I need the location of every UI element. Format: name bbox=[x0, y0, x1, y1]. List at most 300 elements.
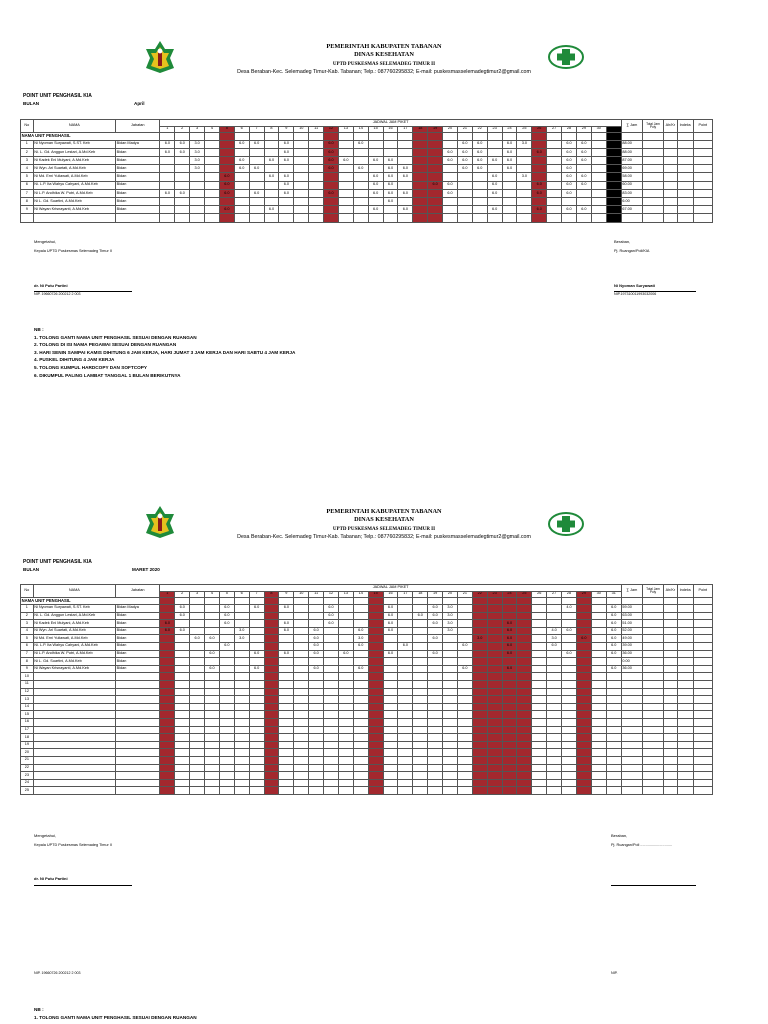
day-cell bbox=[457, 749, 472, 757]
day-cell: 6.0 bbox=[532, 181, 547, 189]
day-cell bbox=[413, 696, 428, 704]
day-cell bbox=[383, 787, 398, 795]
day-cell bbox=[309, 703, 324, 711]
sign-place: Beraban, bbox=[611, 833, 628, 838]
day-cell bbox=[443, 756, 458, 764]
day-cell bbox=[562, 749, 577, 757]
day-cell bbox=[368, 612, 383, 620]
day-cell bbox=[368, 665, 383, 673]
col-abk-header: Ah/Kr bbox=[664, 585, 678, 598]
day-cell bbox=[472, 650, 487, 658]
row-number: 6 bbox=[21, 643, 34, 651]
day-cell bbox=[205, 711, 220, 719]
summary-cell bbox=[677, 749, 693, 757]
day-header: 12 bbox=[324, 591, 339, 597]
day-cell bbox=[398, 719, 413, 727]
day-header: 7 bbox=[249, 126, 264, 132]
day-cell bbox=[368, 620, 383, 628]
staff-position bbox=[116, 673, 160, 681]
day-cell bbox=[443, 597, 458, 605]
day-cell bbox=[309, 673, 324, 681]
day-cell: 6.0 bbox=[264, 157, 279, 165]
day-cell bbox=[443, 650, 458, 658]
day-cell bbox=[205, 726, 220, 734]
day-cell bbox=[338, 635, 353, 643]
day-cell bbox=[413, 627, 428, 635]
day-header: 10 bbox=[294, 591, 309, 597]
day-cell bbox=[517, 734, 532, 742]
row-number: 19 bbox=[21, 741, 34, 749]
day-cell: 6.0 bbox=[279, 181, 294, 189]
day-cell: 6.0 bbox=[383, 627, 398, 635]
table-row-empty bbox=[21, 779, 713, 787]
day-cell bbox=[591, 673, 606, 681]
day-cell bbox=[606, 703, 621, 711]
staff-position: Bidan bbox=[116, 206, 160, 214]
summary-cell bbox=[693, 627, 712, 635]
summary-cell bbox=[677, 627, 693, 635]
day-cell bbox=[205, 719, 220, 727]
table-row bbox=[21, 643, 713, 651]
summary-cell bbox=[642, 696, 663, 704]
day-cell bbox=[309, 696, 324, 704]
day-cell bbox=[532, 620, 547, 628]
day-cell bbox=[160, 658, 175, 666]
staff-position: Bidan bbox=[116, 165, 160, 173]
day-cell: 6.0 bbox=[160, 140, 175, 148]
day-cell bbox=[562, 681, 577, 689]
day-cell bbox=[264, 612, 279, 620]
day-cell bbox=[472, 749, 487, 757]
day-cell bbox=[234, 643, 249, 651]
day-cell bbox=[487, 627, 502, 635]
day-cell: 6.0 bbox=[562, 165, 577, 173]
day-cell bbox=[368, 734, 383, 742]
staff-position: Bidan bbox=[116, 173, 160, 181]
day-cell bbox=[324, 597, 339, 605]
summary-cell bbox=[677, 681, 693, 689]
day-cell bbox=[457, 703, 472, 711]
table-row bbox=[21, 612, 713, 620]
day-cell bbox=[294, 665, 309, 673]
day-cell bbox=[562, 673, 577, 681]
day-cell: 3.0 bbox=[472, 635, 487, 643]
day-cell bbox=[606, 779, 621, 787]
day-cell bbox=[576, 627, 591, 635]
day-cell bbox=[190, 764, 205, 772]
day-cell bbox=[219, 650, 234, 658]
summary-cell bbox=[693, 756, 712, 764]
day-cell: 6.0 bbox=[205, 650, 220, 658]
day-cell bbox=[309, 787, 324, 795]
day-header: 28 bbox=[562, 126, 577, 132]
day-cell bbox=[175, 696, 190, 704]
day-cell bbox=[383, 749, 398, 757]
day-cell bbox=[413, 597, 428, 605]
day-cell bbox=[353, 711, 368, 719]
day-cell bbox=[591, 749, 606, 757]
day-cell bbox=[353, 734, 368, 742]
day-cell bbox=[324, 711, 339, 719]
row-number: 14 bbox=[21, 703, 34, 711]
day-cell bbox=[249, 741, 264, 749]
day-cell: 6.0 bbox=[338, 650, 353, 658]
day-cell bbox=[547, 696, 562, 704]
day-cell bbox=[591, 627, 606, 635]
day-cell bbox=[234, 673, 249, 681]
day-cell bbox=[562, 772, 577, 780]
day-cell: 6.0 bbox=[160, 148, 175, 156]
day-cell bbox=[457, 756, 472, 764]
day-cell bbox=[160, 612, 175, 620]
day-cell bbox=[443, 726, 458, 734]
day-cell bbox=[353, 726, 368, 734]
day-cell: 6.0 bbox=[324, 140, 339, 148]
day-cell bbox=[457, 673, 472, 681]
day-cell: 6.0 bbox=[219, 206, 234, 214]
day-cell bbox=[219, 665, 234, 673]
table-row bbox=[21, 650, 713, 658]
day-cell bbox=[338, 711, 353, 719]
summary-cell bbox=[664, 635, 678, 643]
summary-cell bbox=[621, 726, 642, 734]
day-cell bbox=[532, 612, 547, 620]
day-cell bbox=[175, 787, 190, 795]
summary-cell bbox=[677, 696, 693, 704]
summary-cell bbox=[677, 772, 693, 780]
day-cell bbox=[398, 741, 413, 749]
day-cell bbox=[190, 612, 205, 620]
day-cell bbox=[279, 681, 294, 689]
summary-cell bbox=[693, 772, 712, 780]
day-header: 16 bbox=[383, 591, 398, 597]
day-cell bbox=[324, 665, 339, 673]
day-cell bbox=[219, 772, 234, 780]
day-cell bbox=[338, 787, 353, 795]
staff-position: Bidan bbox=[116, 157, 160, 165]
day-cell bbox=[160, 688, 175, 696]
day-cell bbox=[338, 756, 353, 764]
day-cell bbox=[606, 658, 621, 666]
day-cell bbox=[576, 620, 591, 628]
day-cell bbox=[502, 681, 517, 689]
day-cell bbox=[279, 719, 294, 727]
summary-cell bbox=[677, 635, 693, 643]
day-cell bbox=[562, 726, 577, 734]
col-index-header: Indeks bbox=[677, 585, 693, 598]
day-header: 2 bbox=[175, 591, 190, 597]
day-cell bbox=[517, 726, 532, 734]
day-cell bbox=[428, 703, 443, 711]
day-cell bbox=[502, 673, 517, 681]
day-cell bbox=[294, 749, 309, 757]
day-cell: 6.0 bbox=[562, 189, 577, 197]
day-cell bbox=[591, 597, 606, 605]
day-cell bbox=[368, 627, 383, 635]
day-cell bbox=[576, 779, 591, 787]
day-cell bbox=[502, 756, 517, 764]
hours-sum: 88.00 bbox=[621, 148, 642, 156]
day-cell bbox=[472, 711, 487, 719]
row-number: 12 bbox=[21, 688, 34, 696]
day-cell bbox=[398, 764, 413, 772]
day-cell bbox=[562, 779, 577, 787]
day-header: 21 bbox=[457, 591, 472, 597]
day-cell bbox=[338, 719, 353, 727]
day-cell bbox=[457, 605, 472, 613]
day-cell bbox=[175, 756, 190, 764]
row-number: 7 bbox=[21, 650, 34, 658]
day-cell: 6.0 bbox=[443, 189, 458, 197]
day-cell bbox=[279, 597, 294, 605]
day-cell bbox=[398, 665, 413, 673]
day-cell: 6.0 bbox=[502, 627, 517, 635]
day-cell bbox=[383, 658, 398, 666]
day-cell bbox=[517, 612, 532, 620]
table-row-empty bbox=[21, 772, 713, 780]
col-no-header: No bbox=[21, 585, 34, 598]
row-number: 16 bbox=[21, 719, 34, 727]
day-cell bbox=[279, 703, 294, 711]
day-cell: 6.0 bbox=[502, 650, 517, 658]
day-cell bbox=[205, 734, 220, 742]
day-cell bbox=[338, 703, 353, 711]
day-cell bbox=[532, 749, 547, 757]
day-cell bbox=[279, 764, 294, 772]
day-cell: 6.0 bbox=[606, 189, 621, 197]
day-cell bbox=[294, 643, 309, 651]
day-cell: 6.0 bbox=[502, 140, 517, 148]
day-cell: 3.0 bbox=[234, 635, 249, 643]
row-number: 23 bbox=[21, 772, 34, 780]
day-cell bbox=[160, 734, 175, 742]
hours-sum: 51.00 bbox=[621, 620, 642, 628]
day-cell bbox=[398, 681, 413, 689]
day-header: 31 bbox=[606, 126, 621, 132]
day-cell bbox=[428, 673, 443, 681]
day-cell bbox=[279, 635, 294, 643]
day-cell bbox=[532, 643, 547, 651]
col-position-header: Jabatan bbox=[116, 120, 160, 133]
day-cell bbox=[398, 605, 413, 613]
day-cell bbox=[249, 688, 264, 696]
day-cell: 6.0 bbox=[309, 643, 324, 651]
day-cell bbox=[324, 696, 339, 704]
row-number: 9 bbox=[21, 665, 34, 673]
summary-cell bbox=[642, 734, 663, 742]
day-cell bbox=[547, 605, 562, 613]
day-cell bbox=[338, 741, 353, 749]
day-cell bbox=[502, 734, 517, 742]
day-cell bbox=[576, 673, 591, 681]
day-cell bbox=[606, 772, 621, 780]
day-cell bbox=[160, 741, 175, 749]
summary-cell bbox=[693, 620, 712, 628]
summary-cell bbox=[693, 658, 712, 666]
staff-position: Bidan bbox=[116, 650, 160, 658]
day-cell bbox=[160, 764, 175, 772]
staff-name: Ni Wayan Krisnayanti, A.Md.Keb bbox=[33, 206, 115, 214]
day-cell bbox=[368, 635, 383, 643]
day-cell bbox=[383, 643, 398, 651]
staff-name bbox=[33, 734, 115, 742]
day-cell bbox=[309, 681, 324, 689]
table-row-empty bbox=[21, 726, 713, 734]
staff-position bbox=[116, 696, 160, 704]
day-cell bbox=[309, 597, 324, 605]
day-cell bbox=[279, 772, 294, 780]
day-cell bbox=[487, 612, 502, 620]
day-cell: 6.0 bbox=[219, 605, 234, 613]
hours-sum: 83.00 bbox=[621, 189, 642, 197]
day-cell: 6.0 bbox=[487, 206, 502, 214]
day-cell: 6.0 bbox=[562, 148, 577, 156]
day-cell bbox=[353, 605, 368, 613]
day-cell bbox=[294, 673, 309, 681]
day-cell bbox=[428, 688, 443, 696]
day-cell bbox=[413, 711, 428, 719]
day-cell bbox=[264, 597, 279, 605]
staff-position: Bidan bbox=[116, 635, 160, 643]
day-cell: 6.0 bbox=[576, 140, 591, 148]
summary-cell bbox=[693, 741, 712, 749]
day-cell bbox=[472, 726, 487, 734]
table-row bbox=[21, 605, 713, 613]
day-cell bbox=[487, 597, 502, 605]
hours-sum: 67.00 bbox=[621, 206, 642, 214]
day-cell: 6.0 bbox=[309, 650, 324, 658]
day-cell bbox=[353, 696, 368, 704]
day-cell bbox=[205, 696, 220, 704]
col-name-header: NAMA bbox=[33, 120, 115, 133]
day-cell bbox=[562, 696, 577, 704]
day-header: 28 bbox=[562, 591, 577, 597]
day-cell bbox=[368, 605, 383, 613]
day-cell bbox=[591, 764, 606, 772]
day-cell bbox=[294, 627, 309, 635]
day-cell bbox=[279, 756, 294, 764]
day-cell bbox=[487, 719, 502, 727]
day-cell bbox=[606, 711, 621, 719]
day-cell bbox=[234, 597, 249, 605]
day-cell: 6.0 bbox=[428, 620, 443, 628]
day-cell bbox=[294, 787, 309, 795]
day-cell bbox=[249, 673, 264, 681]
day-cell bbox=[324, 749, 339, 757]
day-cell bbox=[606, 756, 621, 764]
staff-name: Ni Kadek Eni Mulyani, A.Md.Keb bbox=[33, 620, 115, 628]
day-cell: 6.0 bbox=[324, 605, 339, 613]
summary-cell bbox=[621, 749, 642, 757]
day-cell: 6.0 bbox=[428, 612, 443, 620]
col-name-header: NAMA bbox=[33, 585, 115, 598]
day-cell bbox=[472, 643, 487, 651]
letterhead-address: Desa Beraban-Kec. Selemadeg Timur-Kab. Tabanan; Telp.: 087760295832; E-mail: puskesmasselemadegtimur2@gmail.com bbox=[237, 534, 531, 540]
day-cell: 6.0 bbox=[279, 173, 294, 181]
ack-title: Kepala UPTD Puskesmas Selemadeg Timur II bbox=[34, 249, 112, 253]
day-cell bbox=[264, 620, 279, 628]
day-cell bbox=[562, 764, 577, 772]
day-cell bbox=[591, 703, 606, 711]
day-header: 21 bbox=[457, 126, 472, 132]
day-cell bbox=[234, 650, 249, 658]
day-cell bbox=[547, 703, 562, 711]
day-cell: 6.0 bbox=[249, 665, 264, 673]
day-cell: 6.0 bbox=[353, 165, 368, 173]
day-cell: 6.0 bbox=[249, 165, 264, 173]
day-cell bbox=[457, 627, 472, 635]
day-cell bbox=[309, 726, 324, 734]
day-cell bbox=[576, 665, 591, 673]
day-cell: 6.0 bbox=[606, 650, 621, 658]
day-cell bbox=[502, 696, 517, 704]
day-cell bbox=[249, 726, 264, 734]
day-cell: 6.0 bbox=[606, 665, 621, 673]
day-cell bbox=[249, 696, 264, 704]
day-cell: 6.0 bbox=[160, 620, 175, 628]
day-cell: 6.0 bbox=[353, 643, 368, 651]
day-cell bbox=[532, 627, 547, 635]
day-cell bbox=[591, 779, 606, 787]
day-cell bbox=[175, 764, 190, 772]
summary-cell bbox=[677, 643, 693, 651]
day-cell bbox=[532, 703, 547, 711]
day-cell bbox=[234, 620, 249, 628]
day-cell bbox=[205, 605, 220, 613]
day-cell bbox=[547, 719, 562, 727]
day-cell bbox=[576, 703, 591, 711]
staff-name bbox=[33, 764, 115, 772]
summary-cell bbox=[621, 711, 642, 719]
col-point-header: Point bbox=[693, 585, 712, 598]
day-cell: 6.0 bbox=[428, 181, 443, 189]
notes bbox=[34, 1006, 197, 1021]
day-cell: 6.0 bbox=[219, 620, 234, 628]
day-cell bbox=[398, 597, 413, 605]
day-cell bbox=[175, 643, 190, 651]
staff-position: Bidan bbox=[116, 612, 160, 620]
summary-cell bbox=[642, 665, 663, 673]
day-cell bbox=[428, 627, 443, 635]
day-cell: 6.0 bbox=[398, 206, 413, 214]
summary-cell bbox=[621, 779, 642, 787]
month-value: April bbox=[134, 101, 145, 106]
day-cell: 6.0 bbox=[368, 157, 383, 165]
summary-cell bbox=[677, 620, 693, 628]
day-cell bbox=[175, 734, 190, 742]
day-cell bbox=[294, 764, 309, 772]
day-cell: 6.0 bbox=[502, 148, 517, 156]
day-cell: 3.0 bbox=[190, 165, 205, 173]
day-cell bbox=[353, 650, 368, 658]
day-cell bbox=[398, 726, 413, 734]
day-cell bbox=[472, 703, 487, 711]
day-cell: 6.0 bbox=[398, 173, 413, 181]
day-cell: 6.0 bbox=[532, 206, 547, 214]
day-cell bbox=[309, 688, 324, 696]
summary-cell bbox=[642, 764, 663, 772]
day-cell bbox=[472, 741, 487, 749]
day-cell bbox=[294, 756, 309, 764]
signer-left-nip: NIP. 19660726 200212 2 003 bbox=[34, 292, 81, 296]
day-cell bbox=[234, 688, 249, 696]
day-cell bbox=[219, 627, 234, 635]
day-cell bbox=[175, 620, 190, 628]
day-cell: 6.0 bbox=[606, 612, 621, 620]
day-cell bbox=[264, 734, 279, 742]
day-header: 15 bbox=[368, 126, 383, 132]
note-item: 3. HARI SENIN SAMPAI KAMIS DIHITUNG 6 JAM KERJA, HARI JUMAT 3 JAM KERJA DAN HARI SABTU 4 JAM KERJA bbox=[34, 349, 296, 355]
